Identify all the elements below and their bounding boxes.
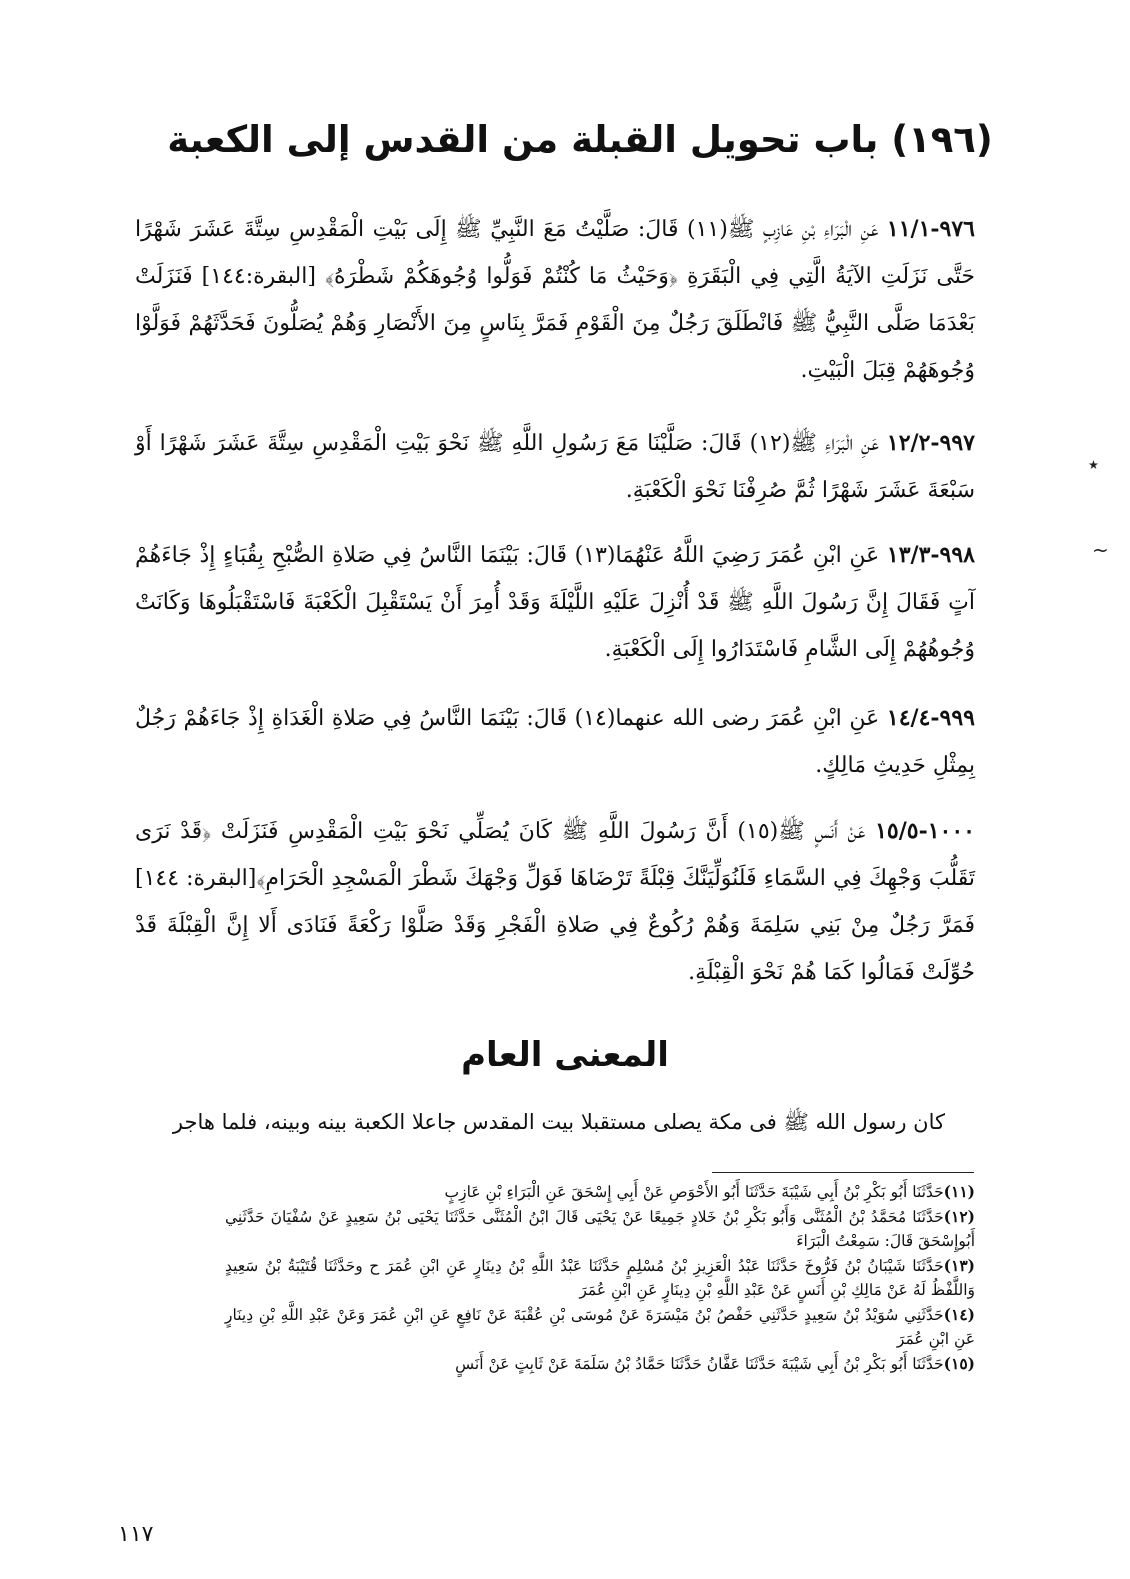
- hadith-text: عَنِ ابْنِ عُمَرَ رَضِيَ اللَّهُ عَنْهُمَا(١٣) قَالَ: بَيْنَمَا النَّاسُ فِي صَلاةِ الصُّبْحِ بِقُبَاءٍ إِذْ جَاءَهُمْ آتٍ فَقَالَ إِنَّ رَسُولَ اللَّهِ ﷺ قَدْ أُنْزِلَ عَلَيْهِ اللَّيْلَةَ وَقَدْ أُمِرَ أَنْ يَسْتَقْبِلَ الْكَعْبَةَ فَاسْتَقْبَلُوهَا وَكَانَتْ وُجُوهُهُمْ إِلَى الشَّامِ فَاسْتَدَارُوا إِلَى الْكَعْبَةِ.: [135, 543, 975, 662]
- chapter-title: (١٩٦) باب تحويل القبلة من القدس إلى الكعبة: [167, 118, 993, 161]
- hadith-text: عَنْ أَنَسٍ ﷺ(١٥) أَنَّ رَسُولَ اللَّهِ ﷺ كَانَ يُصَلِّي نَحْوَ بَيْتِ الْمَقْدِسِ فَنَزَلَتْ ﴿قَدْ نَرَى تَقَلُّبَ وَجْهِكَ فِي السَّمَاءِ فَلَنُوَلِّيَنَّكَ قِبْلَةً تَرْضَاهَا فَوَلِّ وَجْهَكَ شَطْرَ الْمَسْجِدِ الْحَرَامِ﴾[البقرة: ١٤٤] فَمَرَّ رَجُلٌ مِنْ بَنِي سَلِمَةَ وَهُمْ رُكُوعٌ فِي صَلاةِ الْفَجْرِ وَقَدْ صَلَّوْا رَكْعَةً فَنَادَى أَلا إِنَّ الْقِبْلَةَ قَدْ حُوِّلَتْ فَمَالُوا كَمَا هُمْ نَحْوَ الْقِبْلَةِ.: [135, 819, 975, 985]
- hadith-text: عَنِ ابْنِ عُمَرَ رضى الله عنهما(١٤) قَالَ: بَيْنَمَا النَّاسُ فِي صَلاةِ الْغَدَاةِ إِذْ جَاءَهُمْ رَجُلٌ بِمِثْلِ حَدِيثِ مَالِكٍ.: [135, 706, 975, 778]
- hadith-text: عَنِ الْبَرَاءِ ﷺ(١٢) قَالَ: صَلَّيْنَا مَعَ رَسُولِ اللَّهِ ﷺ نَحْوَ بَيْتِ الْمَقْدِسِ سِتَّةَ عَشَرَ شَهْرًا أَوْ سَبْعَةَ عَشَرَ شَهْرًا ثُمَّ صُرِفْنَا نَحْوَ الْكَعْبَةِ.: [135, 431, 975, 503]
- hadith-976: [135, 206, 975, 394]
- footnote-text: حَدَّثَنَا مُحَمَّدُ بْنُ الْمُثَنَّى وَأَبُو بَكْرِ بْنُ خَلادٍ جَمِيعًا عَنْ يَحْيَى قَالَ ابْنُ الْمُثَنَّى حَدَّثَنَا يَحْيَى بْنُ سَعِيدٍ عَنْ سُفْيَانَ حَدَّثَنِي أَبُوإِسْحَقَ قَالَ: سَمِعْتُ الْبَرَاءَ: [225, 1207, 975, 1250]
- hadith-fraction: ١٣/٣: [886, 542, 931, 568]
- footnote-13: [225, 1254, 975, 1303]
- hadith-fraction: ١٤/٤: [886, 705, 931, 731]
- footnote-divider: [712, 1172, 974, 1173]
- margin-mark: ٭: [1088, 452, 1099, 476]
- section-heading: المعنى العام: [461, 1035, 669, 1075]
- footnote-text: حَدَّثَنَا أَبُو بَكْرِ بْنُ أَبِي شَيْبَةَ حَدَّثَنَا أَبُو الأَحْوَصِ عَنْ أَبِي إِسْحَقَ عَنِ الْبَرَاءِ بْنِ عَازِبٍ: [444, 1183, 944, 1201]
- hadith-999: [135, 695, 975, 789]
- hadith-number: ٩٧٦-: [930, 216, 975, 242]
- footnote-number: (١٤): [943, 1304, 975, 1324]
- hadith-1000: [135, 808, 975, 996]
- hadith-997: [135, 420, 975, 514]
- footnote-text: حَدَّثَنِي سُوَيْدُ بْنُ سَعِيدٍ حَدَّثَنِي حَفْصُ بْنُ مَيْسَرَةَ عَنْ مُوسَى بْنِ عُقْبَةَ عَنْ نَافِعٍ عَنِ ابْنِ عُمَرَ وَعَنْ عَبْدِ اللَّهِ بْنِ دِينَارٍ عَنِ ابْنِ عُمَرَ: [225, 1305, 975, 1348]
- hadith-number: ٩٩٧-: [930, 430, 975, 456]
- footnote-number: (١٥): [943, 1353, 975, 1373]
- footnotes: [225, 1180, 975, 1376]
- hadith-998: [135, 532, 975, 673]
- hadith-number: ٩٩٨-: [930, 542, 975, 568]
- hadith-text: عَنِ الْبَرَاءِ بْنِ عَازِبٍ ﷺ(١١) قَالَ: صَلَّيْتُ مَعَ النَّبِيِّ ﷺ إِلَى بَيْتِ الْمَقْدِسِ سِتَّةَ عَشَرَ شَهْرًا حَتَّى نَزَلَتِ الآيَةُ الَّتِي فِي الْبَقَرَةِ ﴿وَحَيْثُ مَا كُنْتُمْ فَوَلُّوا وُجُوهَكُمْ شَطْرَهُ﴾ [البقرة:١٤٤] فَنَزَلَتْ بَعْدَمَا صَلَّى النَّبِيُّ ﷺ فَانْطَلَقَ رَجُلٌ مِنَ الْقَوْمِ فَمَرَّ بِنَاسٍ مِنَ الأَنْصَارِ وَهُمْ يُصَلُّونَ فَحَدَّثَهُمْ فَوَلَّوْا وُجُوهَهُمْ قِبَلَ الْبَيْتِ.: [135, 217, 975, 383]
- hadith-fraction: ١٥/٥: [875, 818, 919, 844]
- footnote-14: [225, 1303, 975, 1352]
- margin-mark: ~: [1092, 538, 1109, 562]
- footnote-11: [225, 1180, 975, 1205]
- page-number: ١١٧: [118, 1522, 154, 1547]
- footnote-15: [225, 1352, 975, 1377]
- hadith-fraction: ١١/١: [886, 216, 931, 242]
- footnote-12: [225, 1205, 975, 1254]
- explanation-text: كان رسول الله ﷺ فى مكة يصلى مستقبلا بيت المقدس جاعلا الكعبة بينه وبينه، فلما هاجر: [172, 1110, 945, 1134]
- footnote-text: حَدَّثَنَا شَيْبَانُ بْنُ فَرُّوخَ حَدَّثَنَا عَبْدُ الْعَزِيزِ بْنُ مُسْلِمٍ حَدَّثَنَا عَبْدُ اللَّهِ بْنُ دِينَارٍ عَنِ ابْنِ عُمَرَ ح وحَدَّثَنَا قُتَيْبَةُ بْنُ سَعِيدٍ وَاللَّفْظُ لَهُ عَنْ مَالِكِ بْنِ أَنَسٍ عَنْ عَبْدِ اللَّهِ بْنِ دِينَارٍ عَنِ ابْنِ عُمَرَ: [225, 1256, 975, 1299]
- footnote-text: حَدَّثَنَا أَبُو بَكْرِ بْنُ أَبِي شَيْبَةَ حَدَّثَنَا عَفَّانُ حَدَّثَنَا حَمَّادُ بْنُ سَلَمَةَ عَنْ ثَابِتٍ عَنْ أَنَسٍ: [455, 1354, 944, 1373]
- hadith-number: ١٠٠٠-: [918, 818, 975, 844]
- hadith-fraction: ١٢/٢: [886, 430, 931, 456]
- footnote-number: (١٢): [943, 1206, 975, 1226]
- footnote-number: (١٣): [943, 1255, 975, 1275]
- footnote-number: (١١): [943, 1182, 975, 1201]
- hadith-number: ٩٩٩-: [930, 705, 975, 731]
